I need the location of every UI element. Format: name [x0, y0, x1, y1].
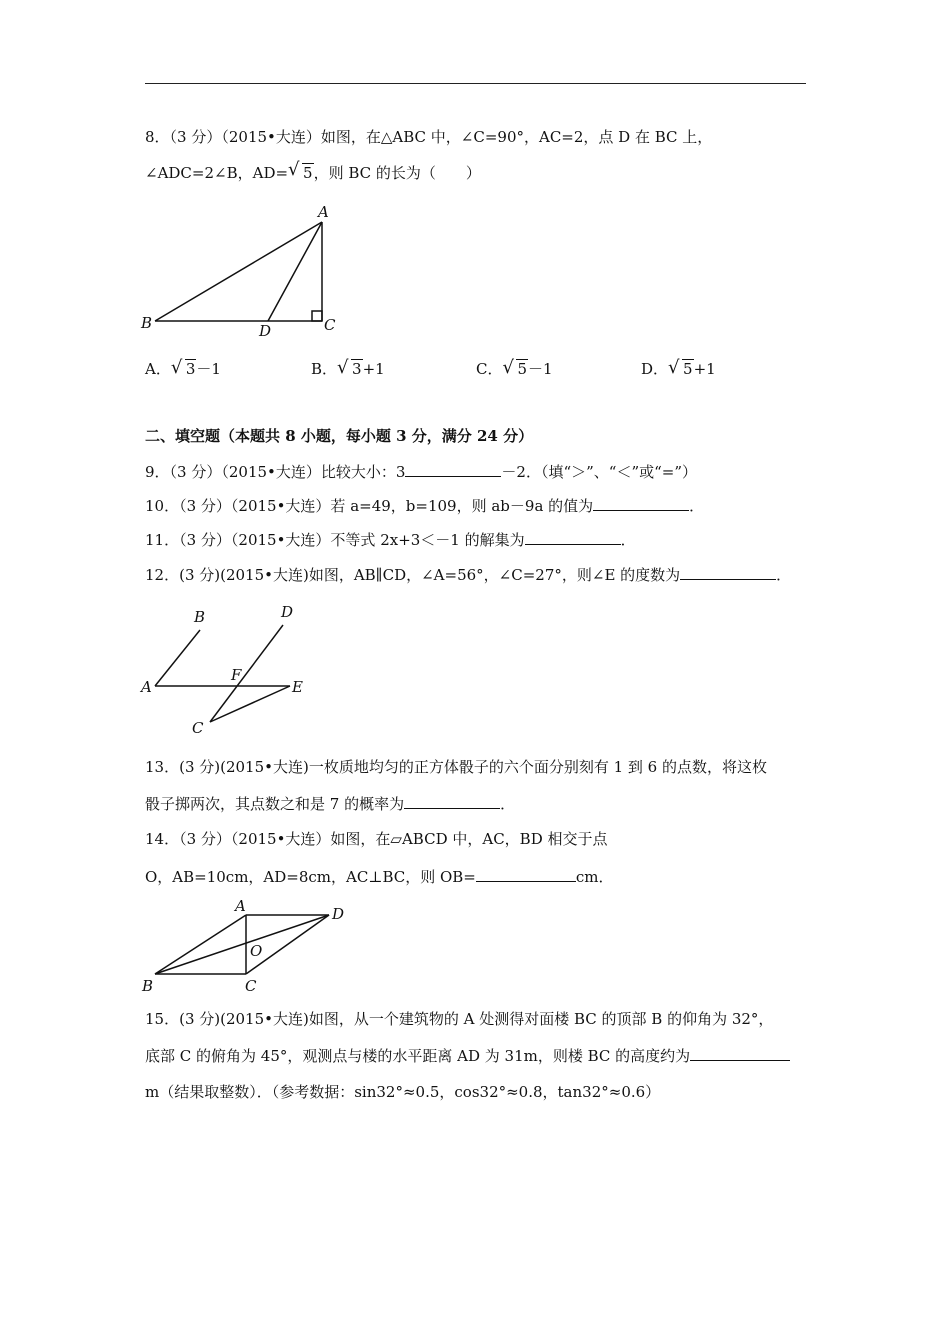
q10-line	[145, 495, 704, 516]
q8-option-b-sqrt: √ 3	[337, 357, 362, 378]
q8-option-c-sqrt: √ 5	[502, 357, 528, 378]
q8-line2	[145, 159, 481, 183]
q12-label-c: C	[192, 719, 204, 737]
q8-option-a-suffix: －1	[196, 360, 221, 378]
q10-answer-blank[interactable]	[593, 495, 689, 511]
q12-line-cd	[210, 625, 283, 722]
q8-option-b-suffix: +1	[362, 360, 385, 378]
q8-line2-text-b: ，则 BC 的长为（ ）	[313, 164, 481, 182]
q11-text-a: 11．（3 分）（2015•大连）不等式 2x+3＜－1 的解集为	[145, 531, 525, 549]
q10-text-b: ．	[689, 497, 705, 515]
q8-option-c-prefix: C．	[476, 360, 503, 378]
q12-label-b: B	[194, 608, 206, 626]
q14-label-a: A	[235, 897, 246, 915]
q11-text-b: ．	[620, 531, 636, 549]
q8-sqrt-arg: 5	[303, 164, 313, 182]
q8-label-d: D	[259, 322, 272, 340]
q13-answer-blank[interactable]	[404, 793, 500, 809]
q12-line-ab	[155, 630, 200, 686]
section2-heading: 二、填空题（本题共 8 小题，每小题 3 分，满分 24 分）	[145, 427, 534, 445]
q8-option-d-suffix: +1	[693, 360, 716, 378]
q12-line	[145, 564, 791, 585]
q8-option-b-rad: 3	[352, 360, 362, 378]
q8-line-da	[268, 222, 322, 321]
q8-option-a-rad: 3	[185, 360, 196, 378]
q13-text-b: ．	[500, 795, 516, 813]
q15-line3: m（结果取整数）．（参考数据：sin32°≈0.5，cos32°≈0.8，tan32°≈0.6）	[145, 1083, 661, 1101]
q14-label-o: O	[250, 942, 263, 960]
q14-line-bd	[155, 915, 329, 974]
q15-line2	[145, 1045, 790, 1066]
q8-line-ba	[155, 222, 322, 321]
q11-answer-blank[interactable]	[525, 529, 621, 545]
q12-answer-blank[interactable]	[680, 564, 776, 580]
q14-line-ba	[155, 915, 246, 974]
q14-label-d: D	[332, 905, 345, 923]
q13-line1: 13．(3 分)(2015•大连)一枚质地均匀的正方体骰子的六个面分别刻有 1 到 6 的点数，将这枚	[145, 758, 767, 776]
q12-parallel-figure	[135, 600, 325, 740]
q10-text-a: 10．（3 分）（2015•大连）若 a=49，b=109，则 ab－9a 的值为	[145, 497, 594, 515]
q12-text-a: 12．(3 分)(2015•大连)如图，AB∥CD，∠A=56°，∠C=27°，则∠E 的度数为	[145, 566, 681, 584]
q13-line2	[145, 793, 515, 814]
q9-answer-blank[interactable]	[405, 461, 501, 477]
q15-answer-blank[interactable]	[690, 1045, 790, 1061]
q14-label-c: C	[245, 977, 257, 995]
q8-option-b	[311, 358, 385, 379]
q8-sqrt: √ 5	[288, 159, 313, 182]
q8-option-c-suffix: －1	[528, 360, 553, 378]
q12-text-b: ．	[776, 566, 792, 584]
q9-text-a: 9．（3 分）（2015•大连）比较大小：3	[145, 463, 406, 481]
q8-option-c-rad: 5	[517, 360, 528, 378]
q8-option-d-sqrt: √ 5	[668, 357, 693, 378]
q8-line2-text-a: ∠ADC=2∠B，AD=	[145, 164, 289, 182]
q8-option-c	[476, 358, 553, 379]
q8-line1: 8．（3 分）（2015•大连）如图，在△ABC 中，∠C=90°，AC=2，点 D 在 BC 上，	[145, 128, 713, 146]
q8-triangle-figure	[135, 200, 355, 340]
q14-line1: 14．（3 分）（2015•大连）如图，在▱ABCD 中，AC，BD 相交于点	[145, 830, 608, 848]
q12-label-e: E	[292, 678, 303, 696]
q8-option-a	[145, 358, 221, 379]
q14-line2	[145, 866, 614, 887]
q8-option-d-rad: 5	[683, 360, 693, 378]
q11-line	[145, 529, 636, 550]
q8-label-c: C	[324, 316, 336, 334]
q8-right-angle-mark	[312, 311, 322, 321]
q12-label-a: A	[141, 678, 152, 696]
header-rule	[145, 83, 806, 84]
q9-line	[145, 461, 697, 482]
q14-answer-blank[interactable]	[476, 866, 576, 882]
q8-label-a: A	[318, 203, 329, 221]
q13-text-a: 骰子掷两次，其点数之和是 7 的概率为	[145, 795, 405, 813]
q8-option-b-prefix: B．	[311, 360, 338, 378]
q12-line-ce	[210, 686, 290, 722]
q15-line1: 15．(3 分)(2015•大连)如图，从一个建筑物的 A 处测得对面楼 BC 的顶部 B 的仰角为 32°，	[145, 1010, 774, 1028]
q12-label-f: F	[231, 666, 242, 684]
q8-option-d	[641, 358, 716, 379]
q14-parallelogram-figure	[135, 895, 360, 1000]
q12-label-d: D	[281, 603, 294, 621]
q14-label-b: B	[142, 977, 154, 995]
q8-option-a-sqrt: √ 3	[170, 357, 196, 378]
q8-label-b: B	[141, 314, 153, 332]
q14-text-a: O，AB=10cm，AD=8cm，AC⊥BC，则 OB=	[145, 868, 476, 886]
q8-option-d-prefix: D．	[641, 360, 669, 378]
q14-text-b: cm．	[575, 868, 614, 886]
q15-text: 底部 C 的俯角为 45°，观测点与楼的水平距离 AD 为 31m，则楼 BC 的高度约为	[145, 1047, 691, 1065]
q9-text-b: －2．（填“＞”、“＜”或“=”）	[501, 463, 698, 481]
q8-option-a-prefix: A．	[145, 360, 171, 378]
